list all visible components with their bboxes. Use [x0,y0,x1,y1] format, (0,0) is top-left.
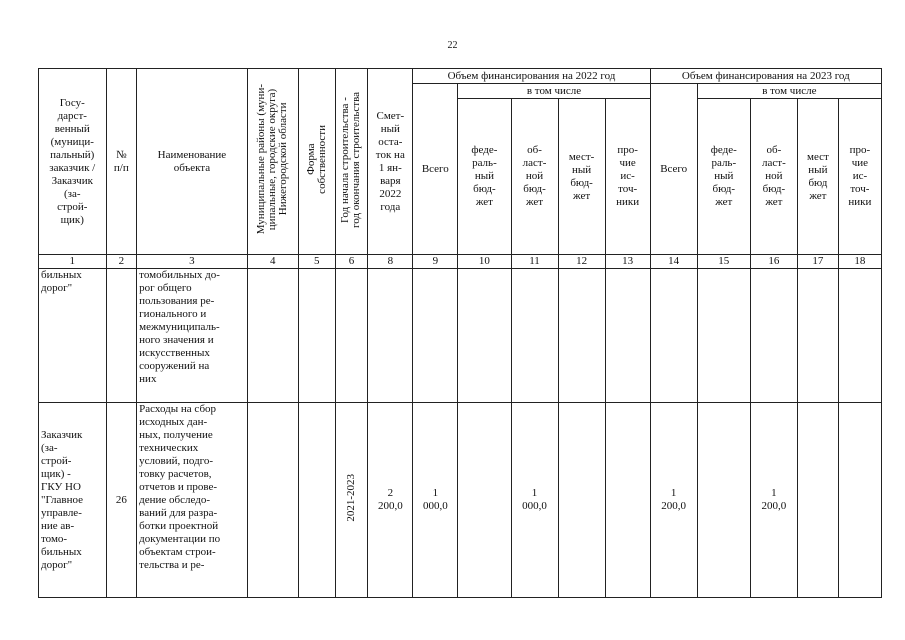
header-regional-2023: об- ласт- ной бюд- жет [750,99,797,255]
row-cell [298,403,335,598]
row-number [106,269,137,403]
row-cell [247,269,298,403]
header-municipal-districts [247,69,298,255]
column-number: 2 [106,255,137,269]
page-number: 22 [447,40,458,51]
table-row [39,269,882,403]
row-cell [605,403,650,598]
header-federal-2022: феде- раль- ный бюд- жет [458,99,511,255]
header-total-2022: Всего [413,84,458,255]
row-object-name: Расходы на сбор исходных дан- ных, получение технических условий, подго- товку расчетов, отчетов и прове- дение обследо- ваний для разра- ботки проектной документации по объектам строи- тельства и ре- [137,403,247,598]
row-total-2022 [413,269,458,403]
row-cell [558,269,605,403]
row-total-2022: 1 000,0 [413,403,458,598]
row-total-2023: 1 200,0 [650,403,697,598]
header-including-2022: в том числе [458,84,650,99]
column-number: 8 [368,255,413,269]
header-total-2023: Всего [650,84,697,255]
header-other-2023: про- чие ис- точ- ники [838,99,881,255]
header-construction-years-text: Год начала строительства - год окончания строительства [339,91,363,228]
column-number: 6 [335,255,368,269]
header-number: № п/п [106,69,137,255]
row-cell [697,269,750,403]
column-number-row [39,255,882,269]
row-regional-2023: 1 200,0 [750,403,797,598]
table-row [39,403,882,598]
row-years [335,269,368,403]
row-estimate: 2 200,0 [368,403,413,598]
header-customer: Госу- дарст- венный (муници- пальный) заказчик / Заказчик (за- строй- щик) [39,69,107,255]
column-number: 13 [605,255,650,269]
column-number: 10 [458,255,511,269]
header-including-2023: в том числе [697,84,881,99]
row-customer: бильных дорог" [39,269,107,403]
row-cell [797,269,838,403]
row-regional-2023 [750,269,797,403]
header-ownership-form-text: Форма собственности [304,125,328,194]
row-cell [697,403,750,598]
header-row-1 [39,69,882,84]
column-number: 3 [137,255,247,269]
column-number: 14 [650,255,697,269]
row-total-2023 [650,269,697,403]
column-number: 15 [697,255,750,269]
row-cell [458,403,511,598]
row-years [335,403,368,598]
header-financing-2023: Объем финансирования на 2023 год [650,69,881,84]
row-regional-2022 [511,269,558,403]
header-local-2022: мест- ный бюд- жет [558,99,605,255]
header-construction-years [335,69,368,255]
column-number: 5 [298,255,335,269]
column-number: 4 [247,255,298,269]
header-municipal-districts-text: Муниципальные районы (муни- ципальные, городские округа) Нижегородской области [255,84,290,235]
row-customer: Заказчик (за- строй- щик) - ГКУ НО "Главное управле- ние ав- томо- бильных дорог" [39,403,107,598]
row-cell [558,403,605,598]
column-number: 1 [39,255,107,269]
row-cell [838,403,881,598]
column-number: 11 [511,255,558,269]
row-regional-2022: 1 000,0 [511,403,558,598]
row-number: 26 [106,403,137,598]
column-number: 18 [838,255,881,269]
financing-table [38,68,882,598]
row-cell [838,269,881,403]
column-number: 12 [558,255,605,269]
column-number: 17 [797,255,838,269]
row-object-name: томобильных до- рог общего пользования ре- гионального и межмуниципаль- ного значения и искусственных сооружений на них [137,269,247,403]
row-cell [298,269,335,403]
header-financing-2022: Объем финансирования на 2022 год [413,69,650,84]
row-cell [458,269,511,403]
header-estimate-balance: Смет- ный оста- ток на 1 ян- варя 2022 года [368,69,413,255]
row-cell [247,403,298,598]
row-estimate [368,269,413,403]
header-ownership-form [298,69,335,255]
header-local-2023: мест ный бюд жет [797,99,838,255]
header-regional-2022: об- ласт- ной бюд- жет [511,99,558,255]
header-federal-2023: феде- раль- ный бюд- жет [697,99,750,255]
row-cell [797,403,838,598]
row-years-text: 2021-2023 [344,474,357,522]
column-number: 16 [750,255,797,269]
row-cell [605,269,650,403]
column-number: 9 [413,255,458,269]
header-other-2022: про- чие ис- точ- ники [605,99,650,255]
header-object-name: Наименование объекта [137,69,247,255]
